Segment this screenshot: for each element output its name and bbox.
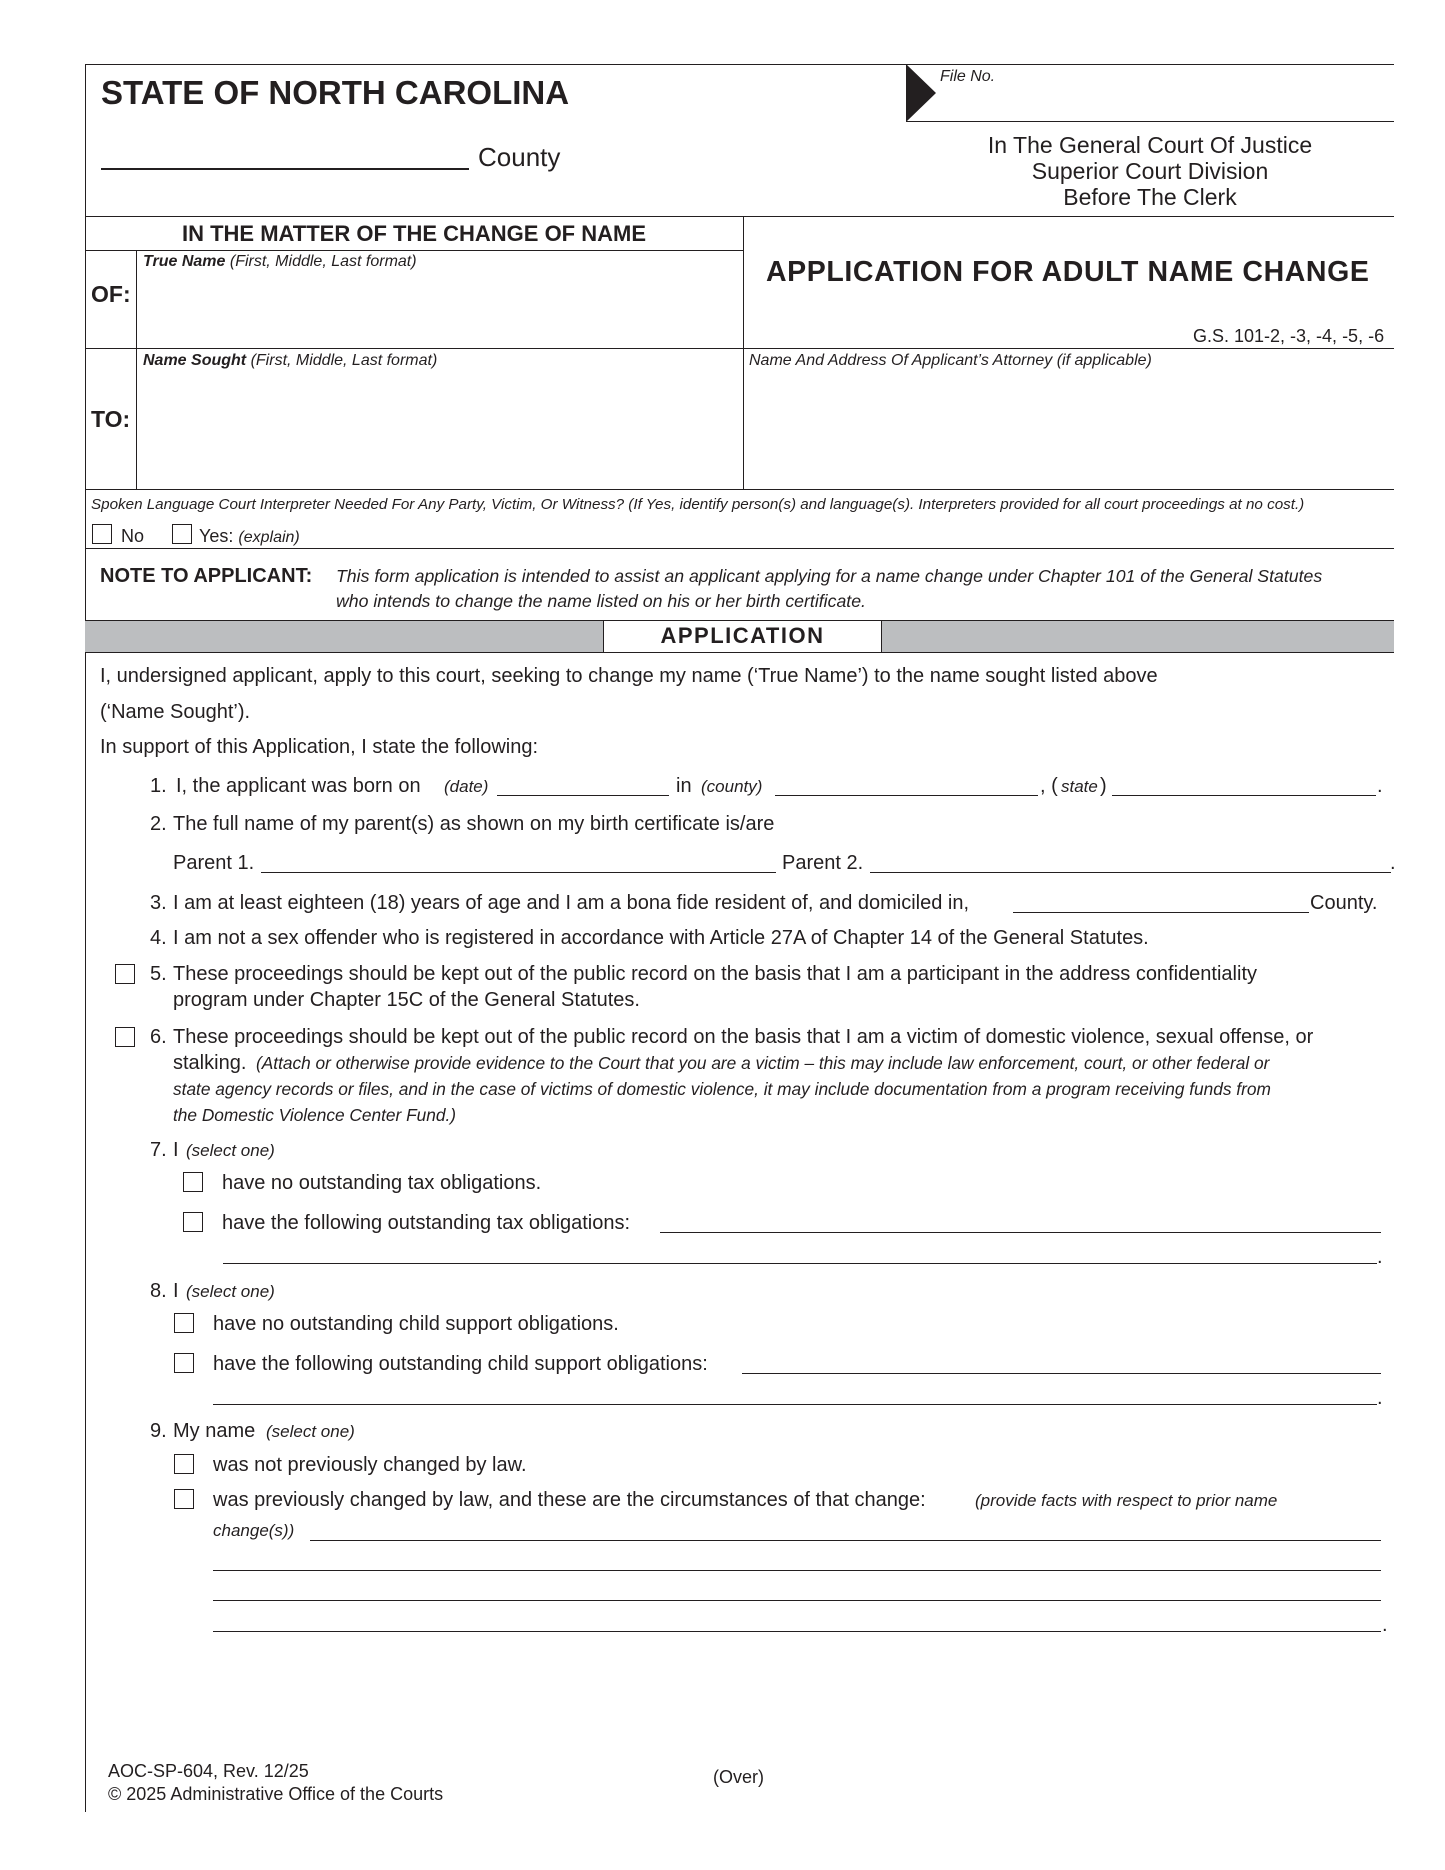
item-8-text: I [173,1280,179,1302]
section-title-box [603,620,882,653]
note-label: NOTE TO APPLICANT: [100,565,313,587]
parent-2-field[interactable] [870,872,1391,873]
note-line-1: This form application is intended to assist an applicant applying for a name change under Chapter 101 of the General Statutes [336,566,1323,586]
item-1-date-hint: (date) [444,777,489,796]
file-no-label: File No. [940,68,996,85]
intro-line-2: (‘Name Sought’). [100,701,251,723]
form-title: APPLICATION FOR ADULT NAME CHANGE [766,256,1370,288]
file-no-underline[interactable] [906,121,1394,122]
parent-1-label: Parent 1. [173,852,255,874]
birth-date-field[interactable] [497,795,669,796]
to-label: TO: [91,406,131,432]
item-2-text: The full name of my parent(s) as shown on my birth certificate is/are [173,813,775,835]
item-1-in: in [676,775,692,797]
true-name-format: (First, Middle, Last format) [229,253,417,270]
interpreter-bottom-border [85,548,1394,549]
item-1-number: 1. [150,775,167,797]
item-8-hint: (select one) [186,1282,275,1301]
of-to-label-divider [136,250,137,489]
interpreter-yes-label: Yes: [199,526,234,546]
of-to-separator [85,348,1394,349]
attorney-caption: Name And Address Of Applicant’s Attorney (if applicable) [749,352,1152,369]
item-8-period: . [1377,1387,1383,1409]
court-line-3: Before The Clerk [1063,184,1237,210]
item-9-option-1: was not previously changed by law. [213,1454,527,1476]
item-9-option-2: was previously changed by law, and these are the circumstances of that change: [213,1489,926,1511]
item-5-checkbox[interactable] [115,964,135,984]
true-name-caption [143,254,417,270]
item-3-number: 3. [150,892,167,914]
item-5-line-1: These proceedings should be kept out of the public record on the basis that I am a participant in the address confidentiality [173,963,1257,985]
county-label: County [478,142,561,172]
item-9-option-1-checkbox[interactable] [174,1454,194,1474]
intro-line-3: In support of this Application, I state the following: [100,736,539,758]
child-support-field-2[interactable] [213,1404,1377,1405]
statute-reference: G.S. 101-2, -3, -4, -5, -6 [1193,326,1385,346]
interpreter-yes-caption [199,527,300,546]
item-9-option-2-hint: (provide facts with respect to prior name [975,1491,1278,1510]
child-support-field-1[interactable] [742,1373,1381,1374]
item-6-checkbox[interactable] [115,1027,135,1047]
item-2-period: . [1390,852,1396,874]
item-8-option-1: have no outstanding child support obligations. [213,1313,619,1335]
item-7-option-1-checkbox[interactable] [183,1172,203,1192]
item-6-line-3: state agency records or files, and in the case of victims of domestic violence, it may include documentation from a program receiving funds from [173,1079,1271,1099]
item-9-text: My name [173,1420,256,1442]
left-border [85,64,86,1812]
item-9-period: . [1382,1614,1388,1636]
item-6-line-2b: (Attach or otherwise provide evidence to the Court that you are a victim – this may include law enforcement, court, or other federal or [256,1053,1270,1073]
item-1-period: . [1377,775,1383,797]
county-name-field[interactable] [101,168,469,170]
prior-change-field-3[interactable] [213,1600,1381,1601]
top-border [85,64,1394,65]
item-2-number: 2. [150,813,167,835]
item-7-period: . [1377,1246,1383,1268]
true-name-label: True Name [143,253,226,270]
of-label: OF: [91,281,131,307]
birth-county-field[interactable] [775,795,1038,796]
prior-change-field-4[interactable] [213,1631,1381,1632]
true-name-field[interactable] [140,276,738,344]
header-bottom-border [85,216,1394,217]
item-7-option-2-checkbox[interactable] [183,1212,203,1232]
attorney-field[interactable] [749,375,1389,485]
parent-1-field[interactable] [261,872,776,873]
item-8-option-2: have the following outstanding child support obligations: [213,1353,708,1375]
file-no-arrow-icon [906,64,938,122]
birth-state-field[interactable] [1112,795,1376,796]
form-id: AOC-SP-604, Rev. 12/25 [108,1761,309,1781]
prior-change-field-2[interactable] [213,1570,1381,1571]
item-6-line-4: the Domestic Violence Center Fund.) [173,1105,457,1125]
name-sought-label: Name Sought [143,352,247,369]
interpreter-no-checkbox[interactable] [92,524,112,544]
item-7-option-2: have the following outstanding tax obligations: [222,1212,631,1234]
section-title: APPLICATION [660,623,825,648]
item-4-number: 4. [150,927,167,949]
item-9-option-2-checkbox[interactable] [174,1489,194,1509]
item-1-county-hint: (county) [701,777,763,796]
item-9-hint: (select one) [266,1422,355,1441]
matter-divider [743,216,744,489]
item-7-number: 7. [150,1139,167,1161]
item-8-option-1-checkbox[interactable] [174,1313,194,1333]
over-label: (Over) [713,1767,764,1787]
tax-obligations-field-1[interactable] [660,1232,1381,1233]
item-3-text: I am at least eighteen (18) years of age and I am a bona fide resident of, and domiciled in, [173,892,970,914]
name-sought-caption [143,353,437,369]
item-8-option-2-checkbox[interactable] [174,1353,194,1373]
intro-line-1: I, undersigned applicant, apply to this court, seeking to change my name (‘True Name’) to the name sought listed above [100,665,1158,687]
item-9-option-2-hint-2: change(s)) [213,1521,295,1540]
item-5-line-2: program under Chapter 15C of the General Statutes. [173,989,640,1011]
item-3-county-label: County. [1310,892,1378,914]
item-8-number: 8. [150,1280,167,1302]
item-9-number: 9. [150,1420,167,1442]
item-6-line-2a: stalking. [173,1052,247,1074]
item-6-number: 6. [150,1026,167,1048]
item-7-text: I [173,1139,179,1161]
interpreter-yes-hint: (explain) [238,529,300,546]
matter-heading: IN THE MATTER OF THE CHANGE OF NAME [181,221,647,246]
name-sought-format: (First, Middle, Last format) [250,352,438,369]
item-1-state-close: ) [1100,775,1107,797]
domicile-county-field[interactable] [1013,912,1309,913]
interpreter-no-label: No [121,526,145,546]
item-4-text: I am not a sex offender who is registered in accordance with Article 27A of Chapter 14 of the General Statutes. [173,927,1149,949]
court-line-1: In The General Court Of Justice [987,132,1313,158]
name-sought-field[interactable] [140,375,738,485]
item-6-line-1: These proceedings should be kept out of the public record on the basis that I am a victim of domestic violence, sexual offense, or [173,1026,1314,1048]
interpreter-question: Spoken Language Court Interpreter Needed For Any Party, Victim, Or Witness? (If Yes, identify person(s) and language(s). Interpreters provided for all court proceedings at no cost.) [91,496,1305,513]
prior-change-field-1[interactable] [310,1540,1381,1541]
matter-heading-rule [85,250,743,251]
item-7-option-1: have no outstanding tax obligations. [222,1172,542,1194]
state-title: STATE OF NORTH CAROLINA [101,74,570,111]
item-1-comma: , ( [1040,775,1058,797]
matter-bottom-border [85,489,1394,490]
item-5-number: 5. [150,963,167,985]
note-line-2: who intends to change the name listed on his or her birth certificate. [336,591,866,611]
parent-2-label: Parent 2. [782,852,864,874]
court-block [906,132,1394,210]
item-1-text: I, the applicant was born on [176,775,421,797]
item-7-hint: (select one) [186,1141,275,1160]
item-1-state-hint: state [1061,777,1098,796]
copyright: © 2025 Administrative Office of the Courts [108,1784,444,1804]
tax-obligations-field-2[interactable] [223,1263,1377,1264]
interpreter-yes-checkbox[interactable] [172,524,192,544]
court-line-2: Superior Court Division [1031,158,1269,184]
